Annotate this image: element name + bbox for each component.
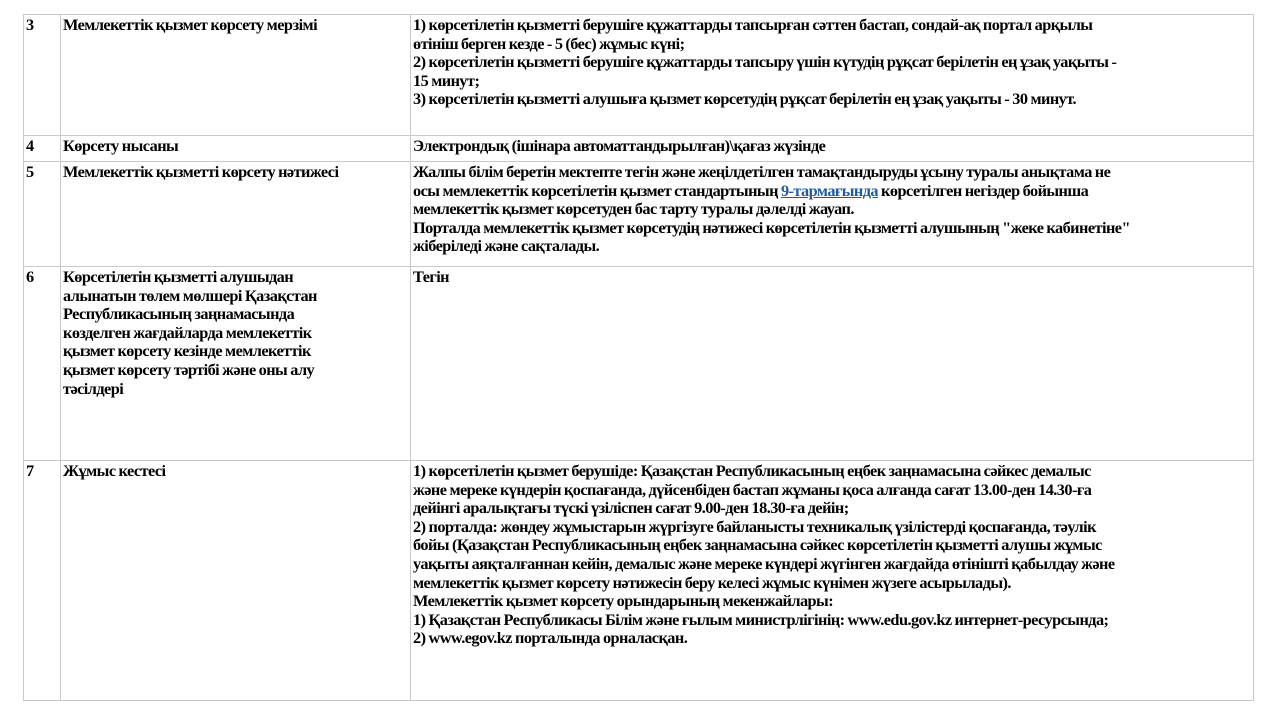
table-row: [24, 15, 1254, 136]
row-description: Тегін: [411, 267, 1254, 461]
table-row: [24, 461, 1254, 701]
row-title: Мемлекеттік қызметті көрсету нәтижесі: [61, 162, 411, 267]
row-number: 4: [24, 136, 61, 162]
row-description: 1) көрсетілетін қызметті берушіге құжаттарды тапсырған сәттен бастап, сондай-ақ портал арқылы өтініш берген кезде - 5 (бес) жұмыс күні; 2) көрсетілетін қызметті берушіге құжаттарды тапсыру үшін күтудің рұқсат берілетін ең ұзақ уақыты - 15 минут; 3) көрсетілетін қызметті алушыға қызмет көрсетудің рұқсат берілетін ең ұзақ уақыты - 30 минут.: [411, 15, 1254, 136]
table-row: [24, 136, 1254, 162]
row-title: Көрсету нысаны: [61, 136, 411, 162]
row-description: Жалпы білім беретін мектепте тегін және жеңілдетілген тамақтандыруды ұсыну туралы анықтама не осы мемлекеттік көрсетілетін қызмет стандартының 9-тармағында көрсетілген негіздер бойынша мемлекеттік қызмет көрсетуден бас тарту туралы дәлелді жауап. Порталда мемлекеттік қызмет көрсетудің нәтижесі көрсетілетін қызметті алушының "жеке кабинетіне" жіберіледі және сақталады.: [411, 162, 1254, 267]
clause-9-link[interactable]: 9-тармағында: [780, 180, 879, 200]
row-description: Электрондық (ішінара автоматтандырылған)\қағаз жүзінде: [411, 136, 1254, 162]
row-number: 6: [24, 267, 61, 461]
row-title: Көрсетілетін қызметті алушыдан алынатын төлем мөлшері Қазақстан Республикасының заңнамасында көзделген жағдайларда мемлекеттік қызмет көрсету кезінде мемлекеттік қызмет көрсету тәртібі және оны алу тәсілдері: [61, 267, 411, 461]
table-row: [24, 267, 1254, 461]
row-title: Жұмыс кестесі: [61, 461, 411, 701]
row-number: 3: [24, 15, 61, 136]
service-standard-table: [23, 14, 1254, 701]
row-title: Мемлекеттік қызмет көрсету мерзімі: [61, 15, 411, 136]
row-number: 7: [24, 461, 61, 701]
table-row: [24, 162, 1254, 267]
row-number: 5: [24, 162, 61, 267]
row-description: 1) көрсетілетін қызмет берушіде: Қазақстан Республикасының еңбек заңнамасына сәйкес демалыс және мереке күндерін қоспағанда, дүйсенбіден бастап жұманы қоса алғанда сағат 13.00-ден 14.30-ға дейінгі аралықтағы түскі үзіліспен сағат 9.00-ден 18.30-ға дейін; 2) порталда: жөндеу жұмыстарын жүргізуге байланысты техникалық үзілістерді қоспағанда, тәулік бойы (Қазақстан Республикасының еңбек заңнамасына сәйкес көрсетілетін қызметті алушы жұмыс уақыты аяқталғаннан кейін, демалыс және мереке күндері жүгінген жағдайда өтінішті қабылдау және мемлекеттік қызмет көрсету нәтижесін беру келесі жұмыс күнімен жүзеге асырылады). Мемлекеттік қызмет көрсету орындарының мекенжайлары: 1) Қазақстан Республикасы Білім және ғылым министрлігінің: www.edu.gov.kz интернет-ресурсында; 2) www.egov.kz порталында орналасқан.: [411, 461, 1254, 701]
